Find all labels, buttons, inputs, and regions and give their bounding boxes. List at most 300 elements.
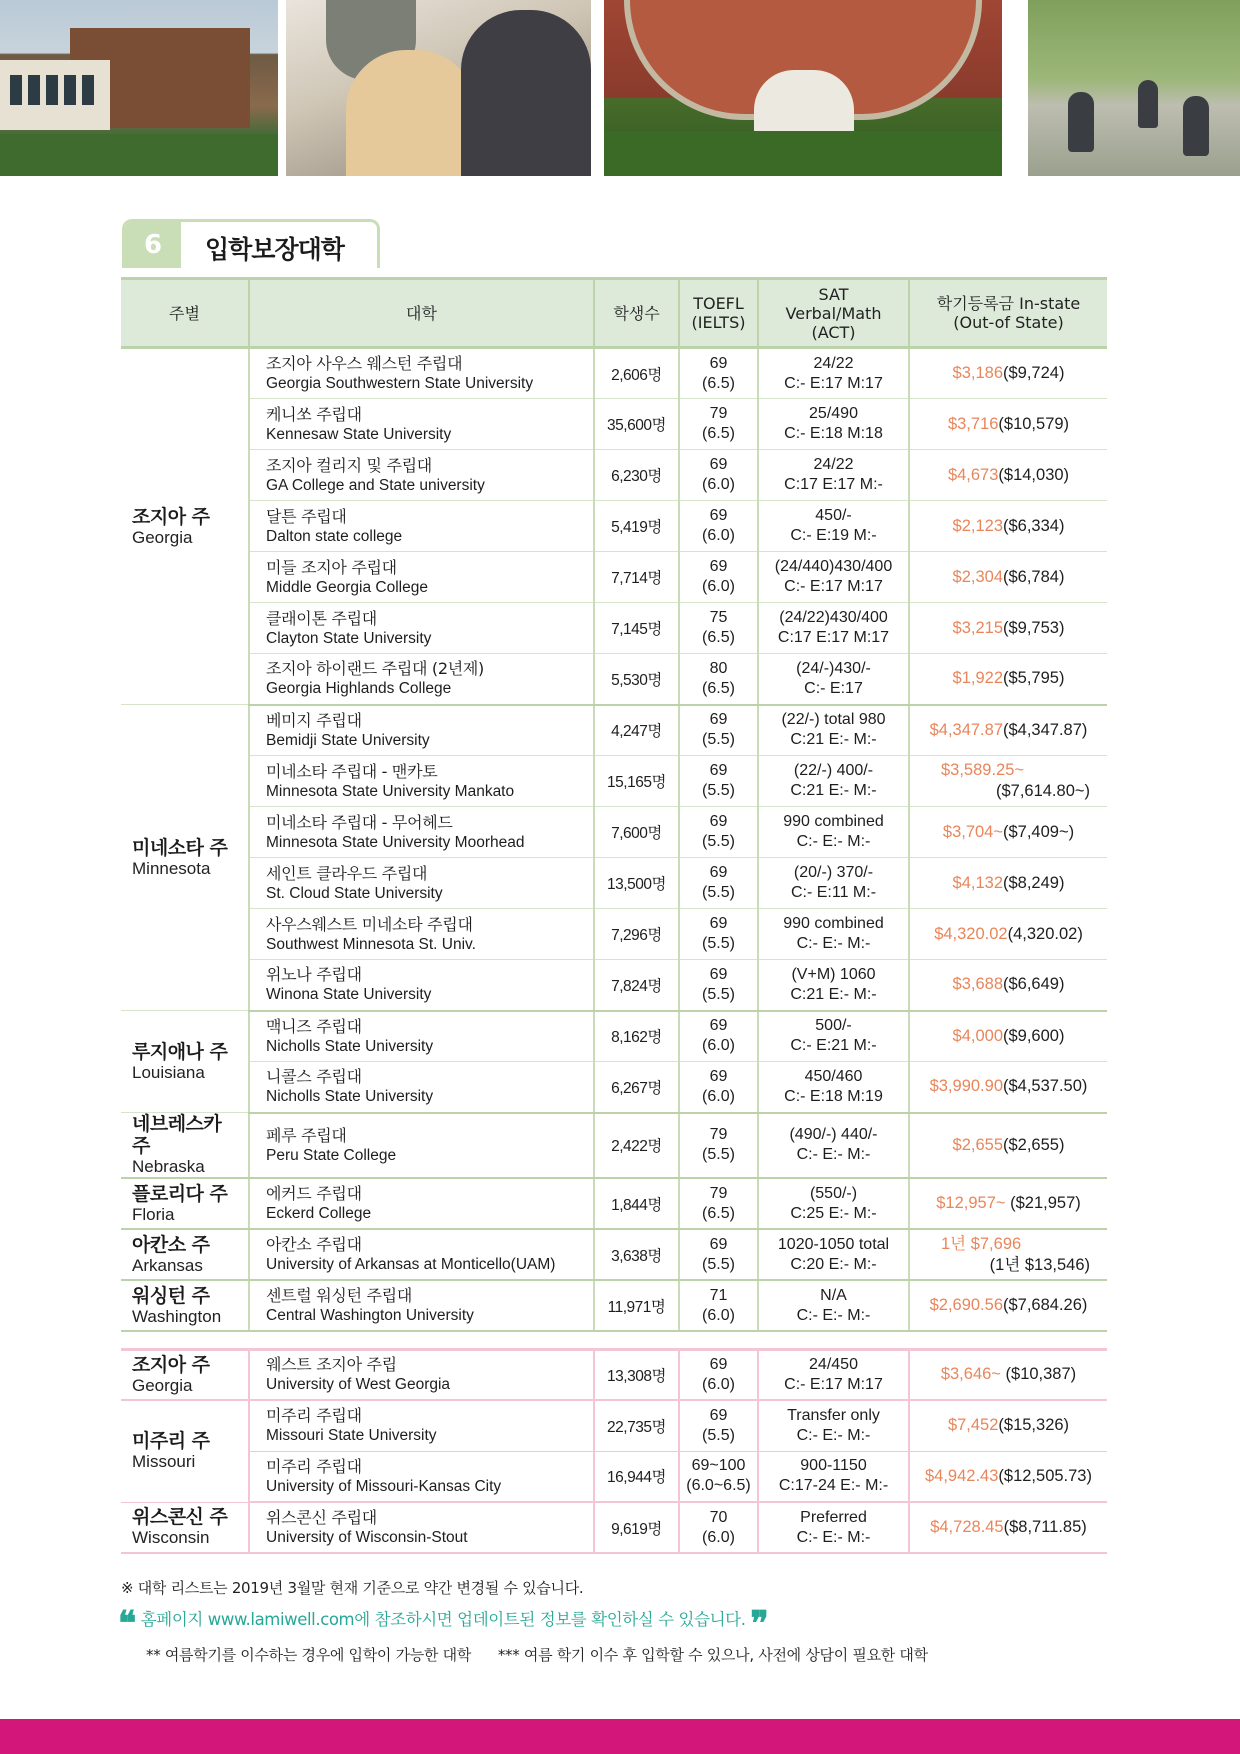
university-name-en: Minnesota State University Moorhead [266, 833, 525, 851]
sat-score: (24/-)430/- C:- E:17 [796, 659, 871, 697]
students-cell [594, 858, 679, 909]
state-name-en: Georgia [132, 527, 193, 547]
university-cell [249, 1229, 594, 1280]
tuition-cell [909, 1349, 1107, 1400]
university-name-en: Missouri State University [266, 1427, 437, 1445]
toefl-cell [679, 399, 758, 450]
sat-cell [758, 654, 909, 705]
sat-score: 450/- C:- E:19 M:- [790, 507, 877, 544]
table-row [121, 1502, 1107, 1553]
tuition-in-state: $2,690.56 [929, 1296, 1003, 1314]
tuition-in-state: $4,000 [952, 1026, 1003, 1045]
tuition-in-state: $3,186 [952, 364, 1003, 382]
tuition-out-of-state: ($7,614.80~) [995, 782, 1090, 800]
students-cell [594, 756, 679, 807]
student-count: 9,619명 [611, 1520, 662, 1538]
university-cell [249, 552, 594, 603]
university-name-en: St. Cloud State University [266, 884, 443, 902]
tuition-cell [909, 909, 1107, 960]
sat-cell [758, 399, 909, 450]
sat-score: 25/490 C:- E:18 M:18 [784, 405, 883, 442]
tuition-in-state: $1,922 [952, 669, 1003, 688]
close-quote-icon: ❞ [750, 1604, 769, 1644]
state-cell [121, 1349, 249, 1400]
table-row [121, 1349, 1107, 1400]
tuition-out-of-state: ($2,655) [1003, 1135, 1065, 1154]
university-name-ko: 클래이톤 주립대 [266, 608, 377, 628]
toefl-score: 69 (5.5) [702, 915, 735, 952]
toefl-cell [679, 1502, 758, 1553]
campus-building-photo [0, 0, 278, 176]
sat-score: N/A C:- E:- M:- [796, 1286, 871, 1324]
tuition-cell [909, 1178, 1107, 1229]
toefl-score: 69 (6.5) [702, 354, 735, 392]
toefl-cell [679, 603, 758, 654]
tuition-cell [909, 348, 1107, 399]
university-name-ko: 미네소타 주립대 - 맨카토 [266, 761, 438, 781]
toefl-score: 71 (6.0) [702, 1286, 735, 1324]
tuition-out-of-state: ($12,505.73) [998, 1466, 1092, 1485]
student-count: 13,500명 [607, 876, 666, 893]
university-name-en: University of Missouri-Kansas City [266, 1477, 502, 1495]
header-university: 대학 [249, 279, 594, 348]
student-count: 35,600명 [607, 417, 666, 434]
sat-cell [758, 960, 909, 1011]
sat-cell [758, 909, 909, 960]
university-name-ko: 위노나 주립대 [266, 965, 362, 985]
university-name-ko: 사우스웨스트 미네소타 주립대 [266, 914, 473, 934]
students-cell [594, 1502, 679, 1553]
university-cell [249, 858, 594, 909]
tuition-in-state: $7,452 [947, 1416, 999, 1435]
sat-cell [758, 1451, 909, 1502]
header-students: 학생수 [594, 279, 679, 348]
tuition-cell [909, 1502, 1107, 1553]
students-cell [594, 450, 679, 501]
toefl-score: 69 (6.0) [702, 456, 735, 493]
tuition-cell [909, 1062, 1107, 1113]
tuition-in-state: $4,132 [952, 873, 1003, 892]
university-cell [249, 348, 594, 399]
state-name-en: Missouri [132, 1452, 196, 1472]
state-name-ko: 루지애나 주 [132, 1040, 228, 1063]
students-cell [594, 1280, 679, 1331]
sat-score: Preferred C:- E:- M:- [796, 1508, 871, 1546]
tuition-cell [909, 654, 1107, 705]
table-row [121, 1011, 1107, 1062]
footnote-consult: *** 여름 학기 이수 후 입학할 수 있으나, 사전에 상담이 필요한 대학 [497, 1646, 928, 1664]
university-name-en: Peru State College [266, 1146, 397, 1164]
student-count: 7,296명 [611, 927, 662, 944]
university-name-ko: 니콜스 주립대 [266, 1067, 362, 1087]
tuition-cell [909, 1229, 1107, 1280]
student-count: 16,944명 [607, 1469, 666, 1487]
students-cell [594, 1113, 679, 1179]
sat-cell [758, 1113, 909, 1179]
toefl-cell [679, 1349, 758, 1400]
sat-cell [758, 450, 909, 501]
student-count: 2,422명 [611, 1138, 662, 1156]
university-name-en: Eckerd College [266, 1205, 372, 1222]
university-name-en: Kennesaw State University [266, 425, 452, 443]
table-row [121, 1113, 1107, 1179]
table-row [121, 603, 1107, 654]
university-name-ko: 베미지 주립대 [266, 710, 362, 730]
toefl-score: 69 (6.0) [702, 507, 735, 544]
tuition-cell [909, 960, 1107, 1011]
university-cell [249, 603, 594, 654]
toefl-cell [679, 909, 758, 960]
toefl-cell [679, 1178, 758, 1229]
state-cell [121, 348, 249, 705]
university-cell [249, 654, 594, 705]
state-name-ko: 조지아 주 [132, 1353, 210, 1376]
university-name-en: Clayton State University [266, 629, 432, 647]
sat-score: 500/- C:- E:21 M:- [790, 1017, 877, 1055]
students-laptop-photo [286, 0, 591, 176]
sat-score: (24/22)430/400 C:17 E:17 M:17 [777, 609, 890, 646]
tuition-cell [909, 1451, 1107, 1502]
toefl-score: 69 (5.5) [702, 1235, 735, 1273]
tuition-cell [909, 858, 1107, 909]
university-cell [249, 1011, 594, 1062]
university-cell [249, 1280, 594, 1331]
section-title: 입학보장대학 [205, 235, 344, 264]
toefl-score: 69 (5.5) [702, 762, 735, 799]
tuition-in-state: $4,320.02 [934, 924, 1008, 943]
university-cell [249, 399, 594, 450]
table-row [121, 1178, 1107, 1229]
university-name-en: Dalton state college [266, 527, 403, 545]
university-name-ko: 위스콘신 주립대 [266, 1508, 377, 1527]
student-count: 2,606명 [611, 366, 662, 384]
students-cell [594, 705, 679, 756]
toefl-score: 69 (5.5) [702, 965, 735, 1003]
section-number: 6 [125, 222, 181, 268]
table-row [121, 348, 1107, 399]
tuition-cell [909, 807, 1107, 858]
university-cell [249, 756, 594, 807]
university-name-ko: 미들 조지아 주립대 [266, 557, 397, 577]
state-name-en: Washington [132, 1306, 222, 1326]
sat-cell [758, 1011, 909, 1062]
university-table [121, 277, 1107, 1554]
tuition-in-state: 1년 $7,696 [941, 1234, 1022, 1253]
university-name-ko: 조지아 사우스 웨스턴 주립대 [266, 354, 463, 373]
open-quote-icon: ❝ [118, 1604, 136, 1644]
table-row [121, 909, 1107, 960]
university-cell [249, 450, 594, 501]
university-name-en: Minnesota State University Mankato [266, 782, 515, 800]
tuition-in-state: $12,957~ [936, 1194, 1006, 1212]
toefl-cell [679, 552, 758, 603]
group-spacer [121, 1331, 1107, 1349]
state-cell [121, 1178, 249, 1229]
students-cell [594, 654, 679, 705]
university-name-ko: 미주리 주립대 [266, 1456, 362, 1476]
table-row [121, 858, 1107, 909]
castellow-building-photo [604, 0, 1002, 176]
campus-walkway-photo [1028, 0, 1240, 176]
state-name-en: Minnesota [132, 858, 211, 878]
university-cell [249, 960, 594, 1011]
toefl-score: 69 (5.5) [702, 711, 735, 749]
students-cell [594, 807, 679, 858]
state-cell [121, 705, 249, 1011]
table-row [121, 1062, 1107, 1113]
header-tuition: 학기등록금 In-state (Out-of State) [909, 279, 1107, 348]
university-cell [249, 1113, 594, 1179]
tuition-cell [909, 450, 1107, 501]
state-cell [121, 1502, 249, 1553]
table-row [121, 756, 1107, 807]
tuition-out-of-state: ($15,326) [998, 1416, 1070, 1435]
university-cell [249, 1062, 594, 1113]
state-name-en: Wisconsin [132, 1528, 210, 1548]
toefl-cell [679, 705, 758, 756]
table-row [121, 1400, 1107, 1451]
toefl-cell [679, 450, 758, 501]
tuition-cell [909, 501, 1107, 552]
sat-cell [758, 603, 909, 654]
university-name-en: GA College and State university [266, 476, 485, 494]
state-cell [121, 1229, 249, 1280]
sat-score: 990 combined C:- E:- M:- [783, 915, 884, 952]
toefl-score: 69 (6.0) [702, 558, 735, 595]
student-count: 13,308명 [607, 1367, 666, 1385]
tuition-out-of-state: ($9,753) [1003, 618, 1065, 637]
tuition-in-state: $2,655 [952, 1135, 1003, 1154]
tuition-cell [909, 552, 1107, 603]
table-row [121, 1280, 1107, 1331]
university-cell [249, 1400, 594, 1451]
toefl-score: 69 (6.0) [702, 1017, 735, 1055]
state-name-ko: 조지아 주 [132, 505, 210, 528]
sat-score: (24/440)430/400 C:- E:17 M:17 [774, 558, 893, 595]
table-row [121, 705, 1107, 756]
tuition-out-of-state: ($6,649) [1003, 975, 1065, 994]
tuition-in-state: $2,123 [952, 516, 1003, 535]
tuition-cell [909, 1400, 1107, 1451]
university-name-en: Nicholls State University [266, 1037, 434, 1055]
toefl-cell [679, 1229, 758, 1280]
university-name-ko: 아칸소 주립대 [266, 1235, 362, 1254]
tuition-out-of-state: ($7,409~) [1003, 822, 1075, 841]
student-count: 1,844명 [611, 1196, 662, 1214]
tuition-out-of-state: ($4,347.87) [1003, 720, 1088, 739]
university-name-en: Georgia Southwestern State University [266, 375, 534, 392]
tuition-cell [909, 1280, 1107, 1331]
header-state: 주별 [121, 279, 249, 348]
section-header [122, 219, 380, 268]
student-count: 7,145명 [611, 621, 662, 638]
state-name-ko: 아칸소 주 [132, 1233, 210, 1256]
toefl-score: 79 (6.5) [702, 1184, 735, 1222]
tuition-out-of-state: ($10,579) [998, 414, 1070, 433]
tuition-out-of-state: ($6,334) [1003, 516, 1065, 535]
sat-cell [758, 552, 909, 603]
university-cell [249, 1178, 594, 1229]
sat-cell [758, 756, 909, 807]
student-count: 7,600명 [611, 825, 662, 842]
university-name-ko: 조지아 하이랜드 주립대 (2년제) [266, 659, 484, 679]
tuition-in-state: $3,990.90 [929, 1077, 1003, 1096]
university-name-en: Central Washington University [266, 1307, 474, 1324]
tuition-cell [909, 756, 1107, 807]
university-name-ko: 미네소타 주립대 - 무어헤드 [266, 812, 453, 832]
sat-score: (490/-) 440/- C:- E:- M:- [789, 1126, 878, 1164]
tuition-out-of-state: ($5,795) [1003, 669, 1065, 688]
header-sat: SAT Verbal/Math (ACT) [758, 279, 909, 348]
student-count: 5,530명 [611, 671, 662, 689]
students-cell [594, 1178, 679, 1229]
tuition-out-of-state: ($4,537.50) [1003, 1077, 1088, 1096]
state-name-en: Louisiana [132, 1062, 205, 1082]
students-cell [594, 960, 679, 1011]
toefl-cell [679, 1113, 758, 1179]
students-cell [594, 399, 679, 450]
university-name-en: Bemidji State University [266, 731, 430, 749]
university-cell [249, 501, 594, 552]
student-count: 22,735명 [607, 1418, 666, 1436]
students-cell [594, 1062, 679, 1113]
tuition-out-of-state: ($10,387) [1000, 1365, 1077, 1384]
student-count: 4,247명 [611, 723, 662, 741]
university-name-en: University of Arkansas at Monticello(UAM) [266, 1256, 556, 1273]
sat-cell [758, 705, 909, 756]
student-count: 8,162명 [611, 1029, 662, 1047]
tuition-out-of-state: ($7,684.26) [1003, 1296, 1088, 1314]
toefl-cell [679, 1400, 758, 1451]
sat-score: 1020-1050 total C:20 E:- M:- [777, 1235, 890, 1273]
tuition-out-of-state: ($8,249) [1003, 873, 1065, 892]
university-name-ko: 센트럴 워싱턴 주립대 [266, 1286, 412, 1305]
student-count: 7,824명 [611, 977, 662, 995]
tuition-out-of-state: ($9,724) [1003, 364, 1065, 382]
tuition-in-state: $3,716 [947, 414, 999, 433]
sat-score: (20/-) 370/- C:- E:11 M:- [790, 864, 877, 901]
university-name-en: Middle Georgia College [266, 578, 428, 596]
state-cell [121, 1011, 249, 1113]
tuition-in-state: $3,215 [952, 618, 1003, 637]
students-cell [594, 1400, 679, 1451]
university-name-en: Southwest Minnesota St. Univ. [266, 935, 476, 953]
sat-cell [758, 807, 909, 858]
sat-score: 990 combined C:- E:- M:- [783, 813, 884, 850]
table-row [121, 501, 1107, 552]
state-cell [121, 1400, 249, 1502]
students-cell [594, 1451, 679, 1502]
state-name-ko: 위스콘신 주 [132, 1506, 228, 1529]
sat-cell [758, 348, 909, 399]
university-name-ko: 세인트 클라우드 주립대 [266, 863, 428, 883]
student-count: 11,971명 [607, 1298, 666, 1316]
tuition-out-of-state: ($6,784) [1003, 567, 1065, 586]
university-cell [249, 705, 594, 756]
footnote-summer: ** 여름학기를 이수하는 경우에 입학이 가능한 대학 [146, 1646, 472, 1664]
university-name-ko: 케니쏘 주립대 [266, 404, 362, 424]
footnotes [146, 1644, 928, 1665]
sat-score: 24/22 C:17 E:17 M:- [784, 456, 883, 493]
tuition-in-state: $3,646~ [940, 1365, 1001, 1384]
tuition-in-state: $4,728.45 [930, 1518, 1004, 1536]
toefl-cell [679, 501, 758, 552]
toefl-score: 75 (6.5) [702, 609, 735, 646]
toefl-score: 69 (5.5) [702, 813, 735, 850]
university-name-ko: 조지아 컬리지 및 주립대 [266, 455, 432, 475]
tuition-in-state: $2,304 [952, 567, 1003, 586]
student-count: 6,267명 [611, 1079, 662, 1097]
sat-cell [758, 1349, 909, 1400]
sat-score: 900-1150 C:17-24 E:- M:- [778, 1457, 889, 1495]
tuition-cell [909, 399, 1107, 450]
tuition-out-of-state: ($8,711.85) [1003, 1518, 1087, 1536]
tuition-cell [909, 603, 1107, 654]
sat-cell [758, 858, 909, 909]
toefl-cell [679, 1451, 758, 1502]
toefl-score: 69 (6.0) [702, 1067, 735, 1105]
university-name-ko: 달튼 주립대 [266, 506, 347, 526]
students-cell [594, 1349, 679, 1400]
toefl-score: 79 (6.5) [702, 405, 735, 442]
tuition-in-state: $4,673 [947, 465, 999, 484]
student-count: 7,714명 [611, 570, 662, 587]
students-cell [594, 909, 679, 960]
toefl-cell [679, 1280, 758, 1331]
sat-cell [758, 1229, 909, 1280]
sat-cell [758, 1062, 909, 1113]
tuition-out-of-state: ($21,957) [1005, 1194, 1081, 1212]
homepage-notice [118, 1604, 769, 1644]
sat-score: 450/460 C:- E:18 M:19 [784, 1067, 883, 1105]
sat-cell [758, 1178, 909, 1229]
table-body [121, 348, 1107, 1554]
sat-score: Transfer only C:- E:- M:- [787, 1406, 880, 1444]
university-name-ko: 미주리 주립대 [266, 1406, 362, 1426]
sat-cell [758, 1400, 909, 1451]
homepage-text: 홈페이지 www.lamiwell.com에 참조하시면 업데이트된 정보를 확인하실 수 있습니다. [140, 1610, 746, 1629]
tuition-in-state: $3,704~ [942, 822, 1003, 841]
tuition-out-of-state: ($14,030) [998, 465, 1070, 484]
university-name-ko: 에커드 주립대 [266, 1184, 362, 1203]
tuition-in-state: $4,347.87 [929, 720, 1003, 739]
university-name-en: University of West Georgia [266, 1376, 451, 1394]
students-cell [594, 1011, 679, 1062]
student-count: 6,230명 [611, 468, 662, 485]
toefl-cell [679, 1062, 758, 1113]
students-cell [594, 552, 679, 603]
student-count: 3,638명 [611, 1247, 662, 1265]
toefl-cell [679, 1011, 758, 1062]
university-name-ko: 웨스트 조지아 주립 [266, 1355, 397, 1375]
bottom-color-bar [0, 1719, 1240, 1754]
state-cell [121, 1280, 249, 1331]
state-name-en: Floria [132, 1204, 175, 1224]
table-row [121, 960, 1107, 1011]
sat-score: 24/22 C:- E:17 M:17 [784, 354, 883, 392]
toefl-score: 69 (6.0) [702, 1355, 735, 1393]
university-cell [249, 807, 594, 858]
table-row [121, 1229, 1107, 1280]
table-row [121, 399, 1107, 450]
university-name-en: Winona State University [266, 986, 432, 1004]
state-name-ko: 미주리 주 [132, 1430, 210, 1453]
toefl-cell [679, 858, 758, 909]
sat-score: (V+M) 1060 C:21 E:- M:- [790, 965, 877, 1003]
toefl-cell [679, 756, 758, 807]
toefl-cell [679, 807, 758, 858]
university-name-en: Nicholls State University [266, 1088, 434, 1106]
